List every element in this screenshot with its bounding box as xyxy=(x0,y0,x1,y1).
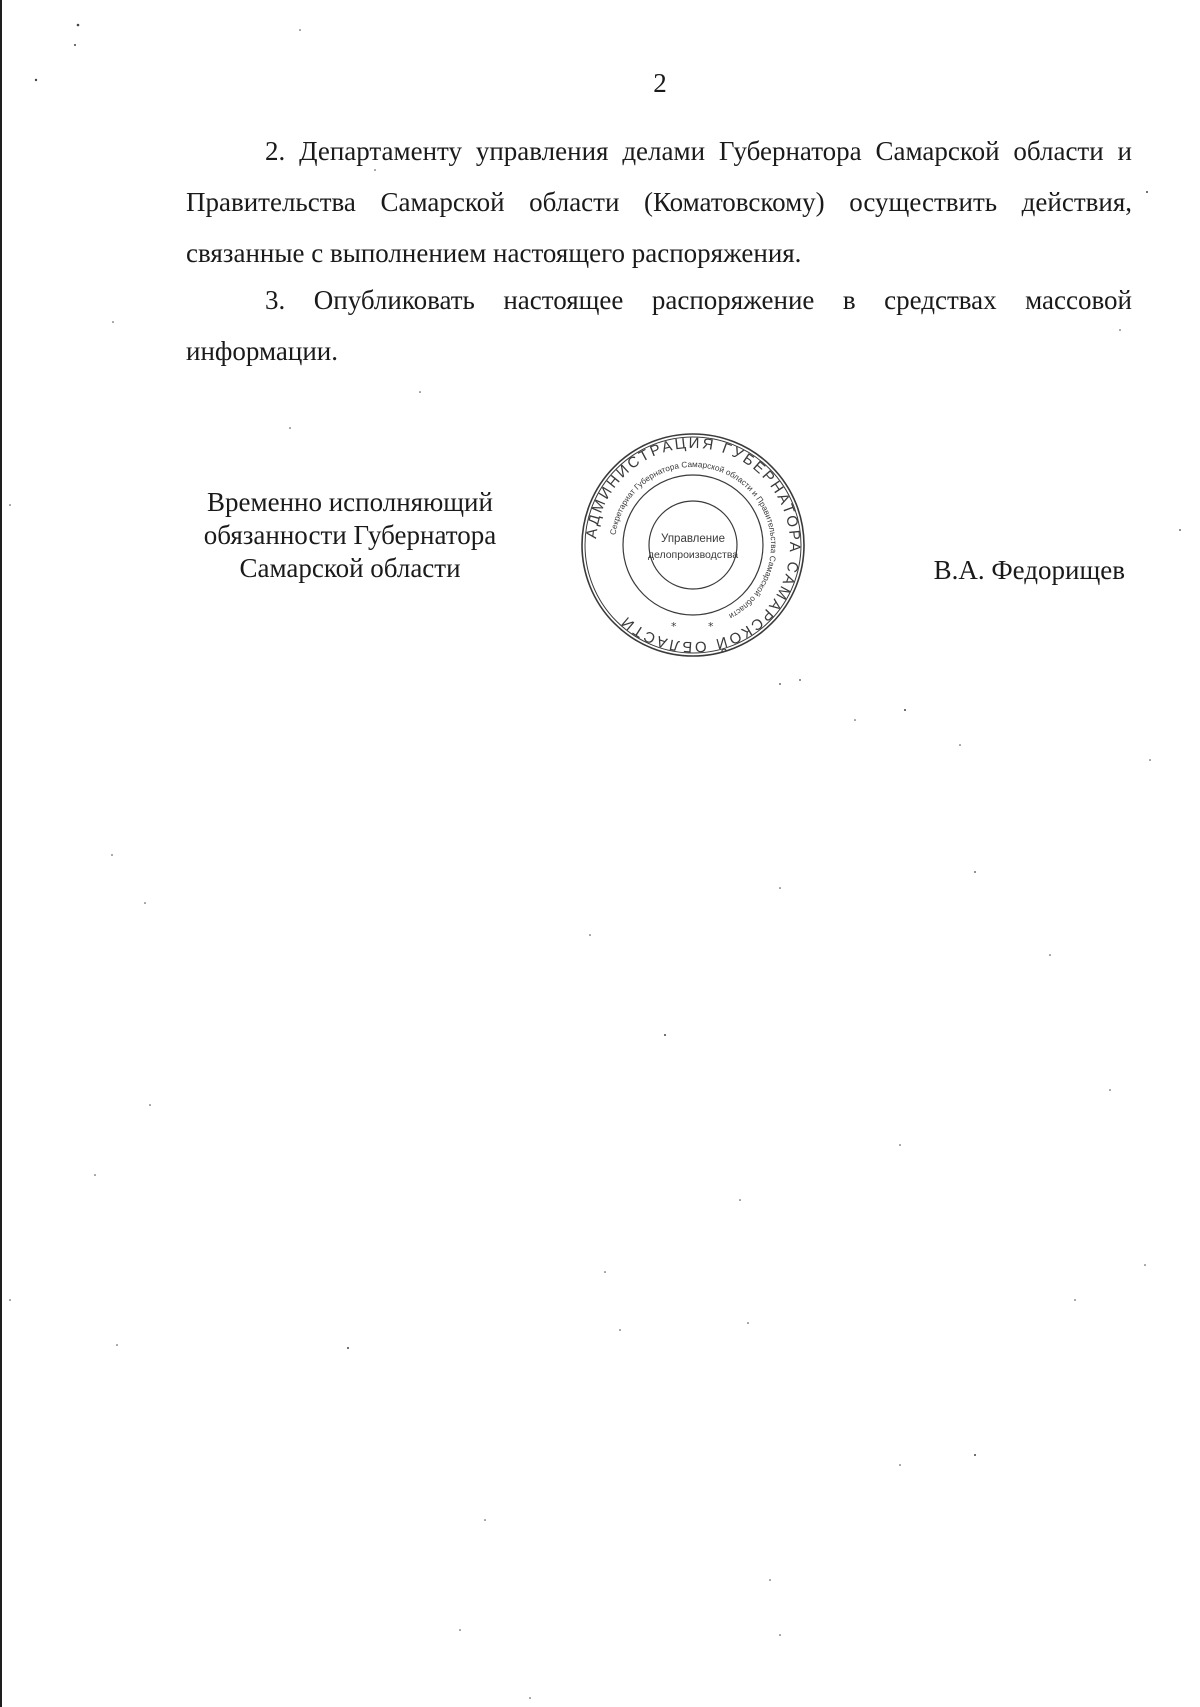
paragraph-3: 3. Опубликовать настоящее распоряжение в средствах массовой информации. xyxy=(186,285,1132,366)
seal-center-line-2: делопроизводства xyxy=(647,549,739,561)
paragraph-2: 2. Департаменту управления делами Губернатора Самарской области и Правительства Самарской области (Коматовскому) осуществить действия, связанные с выполнением настоящего распоряжения. xyxy=(186,136,1132,268)
seal-outer-text: АДМИНИСТРАЦИЯ ГУБЕРНАТОРА САМАРСКОЙ ОБЛАСТИ xyxy=(583,434,804,656)
page-number: 2 xyxy=(653,68,667,98)
seal-center-line-1: Управление xyxy=(661,533,725,545)
signer-title-line: обязанности Губернатора xyxy=(203,520,497,550)
seal-inner-text: Секретариат Губернатора Самарской области и Правительства Самарской области xyxy=(608,459,779,621)
seal-star-icon: * xyxy=(708,620,714,633)
signer-name: В.А. Федорищев xyxy=(933,555,1125,585)
signer-title-line: Временно исполняющий xyxy=(207,487,493,517)
signer-title-line: Самарской области xyxy=(239,553,461,583)
seal-star-icon: * xyxy=(671,620,677,633)
